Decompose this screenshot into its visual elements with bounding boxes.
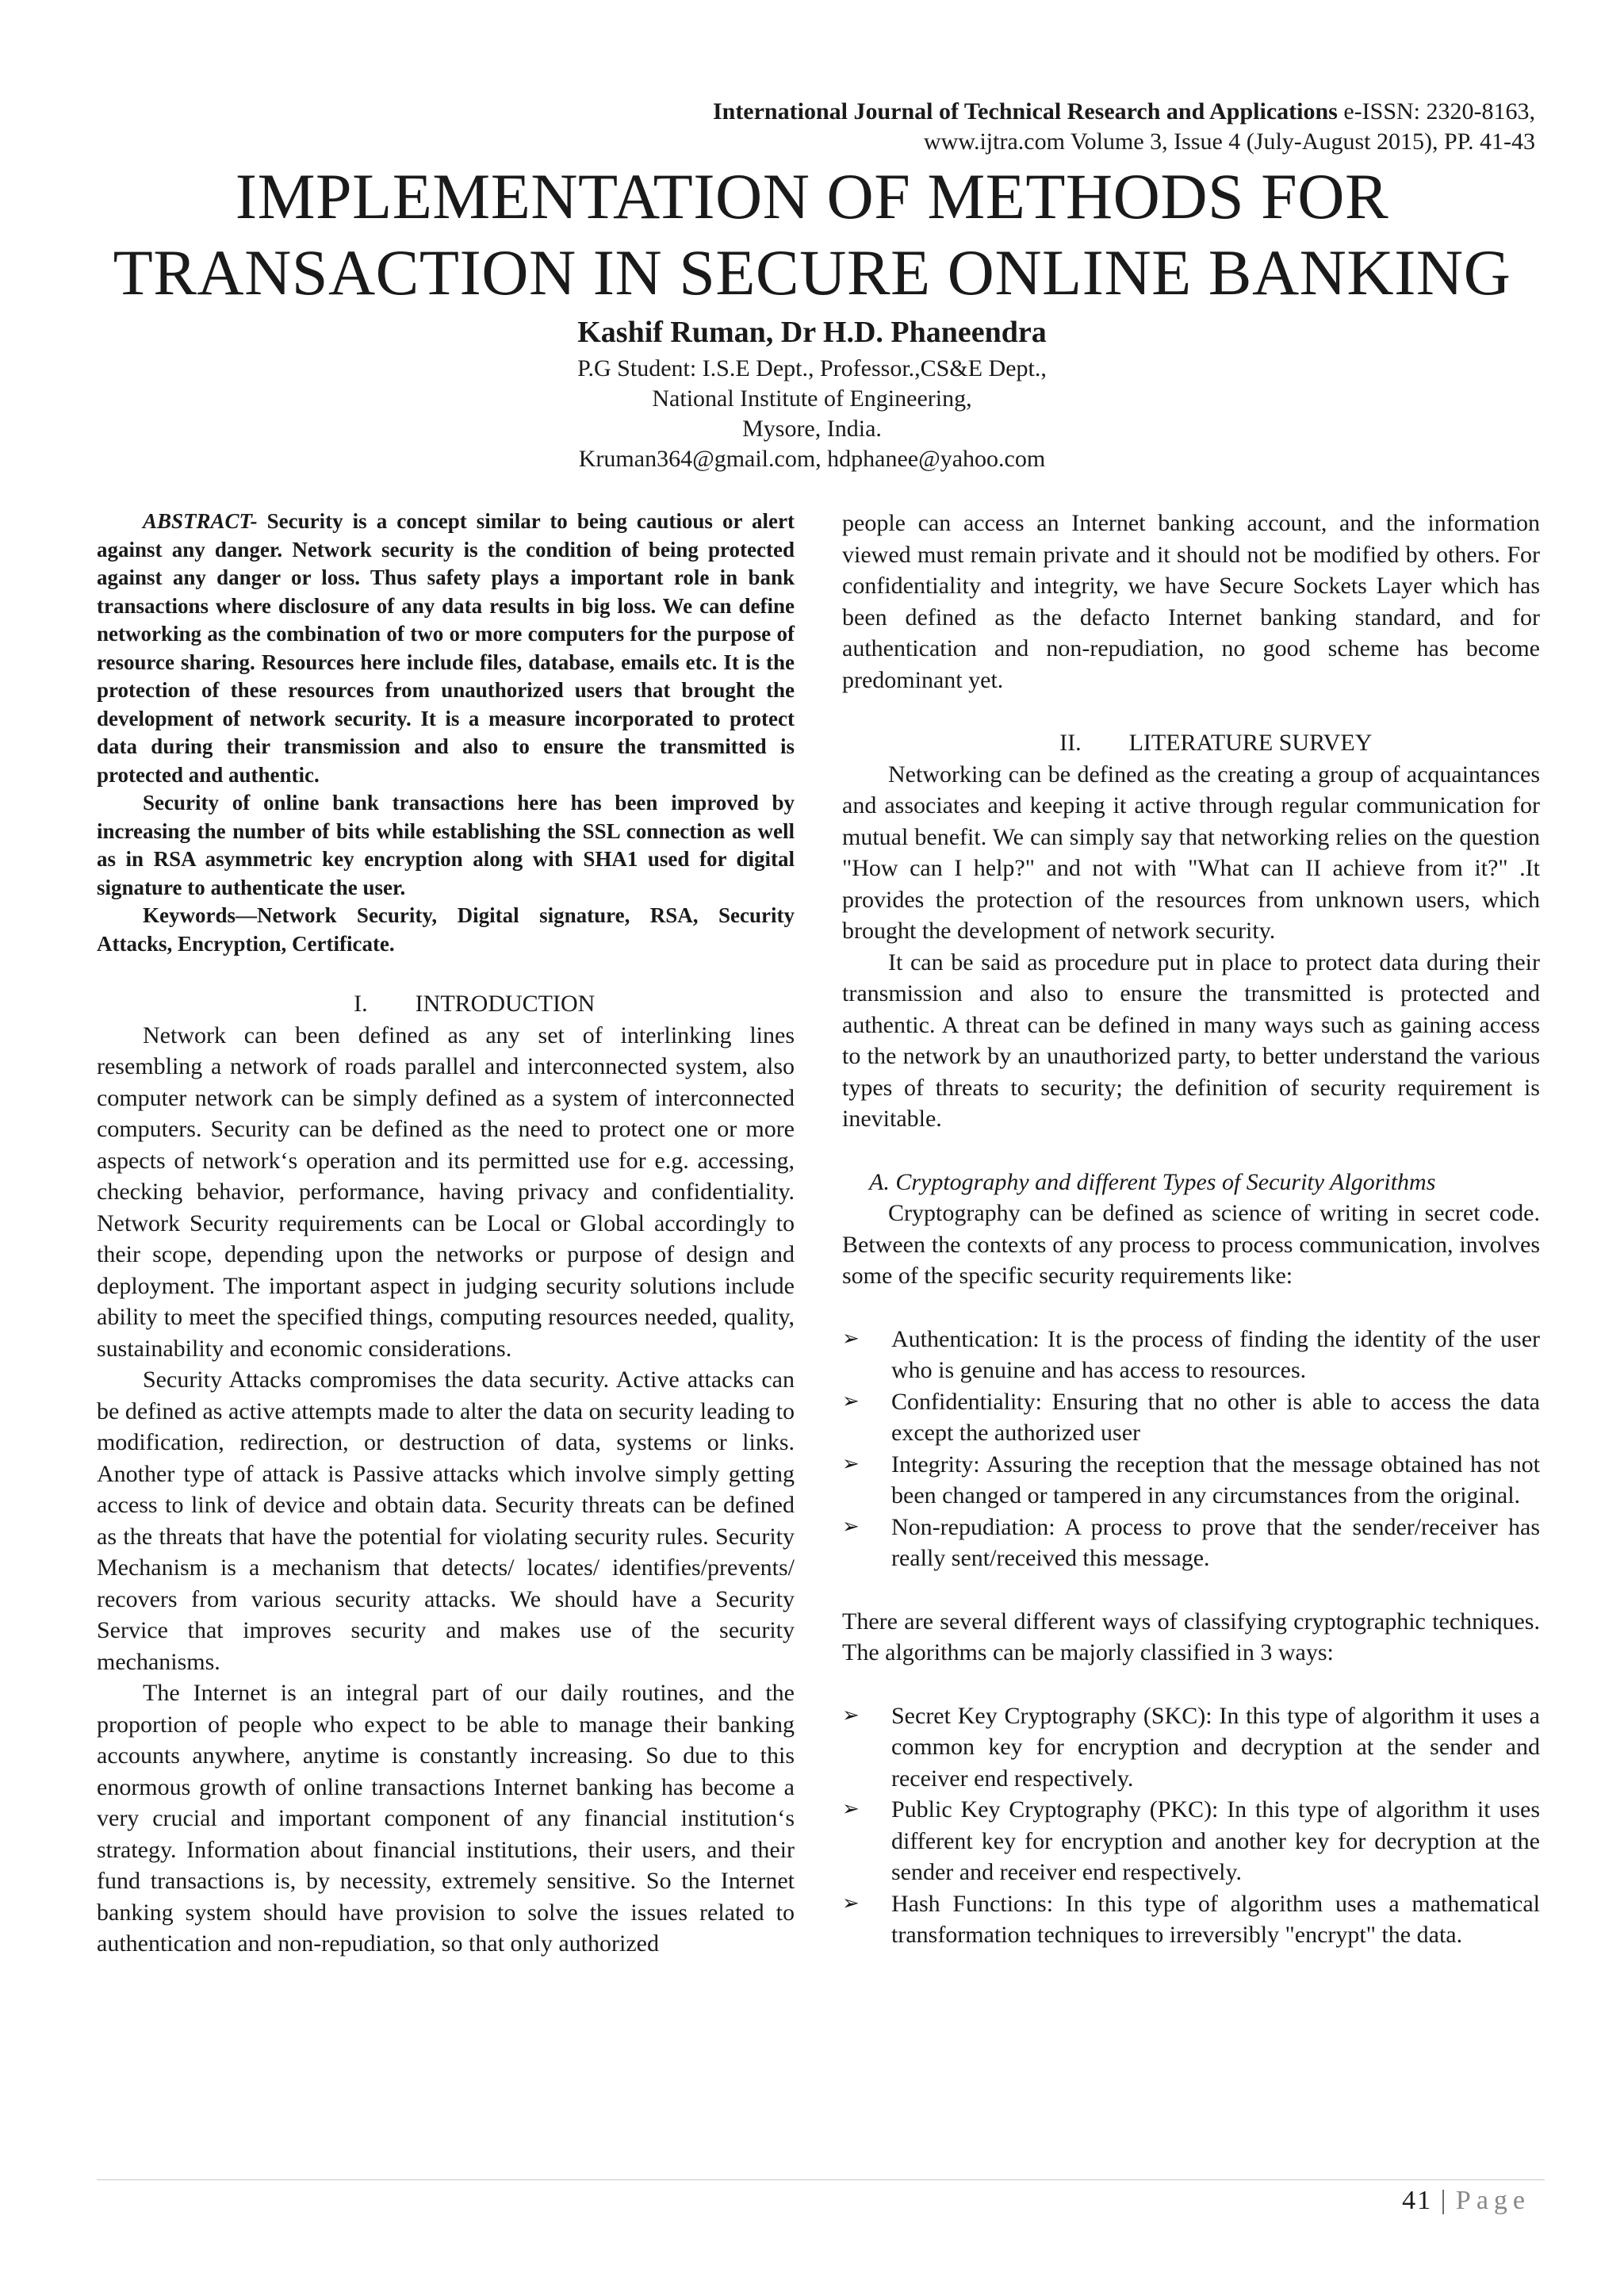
intro-paragraph-1: Network can been defined as any set of interlinking lines resembling a network of roads parallel and interconnected system, also computer network can be simply defined as a system of interconnected computers. Security can be defined as the need to protect one or more aspects of network‘s operation and its permitted use for e.g. accessing, checking behavior, performance, having privacy and confidentiality. Network Security requirements can be Local or Global accordingly to their scope, depending upon the networks or purpose of design and deployment. The important aspect in judging security solutions include ability to meet the specified things, computing resources needed, quality, sustainability and economic considerations. bbox=[97, 1022, 795, 1362]
list-item: ➢ Hash Functions: In this type of algorithm uses a mathematical transformation techniques to irreversibly "encrypt" the data. bbox=[842, 1888, 1540, 1951]
section-title: INTRODUCTION bbox=[415, 991, 596, 1017]
arrow-bullet-icon: ➢ bbox=[842, 1891, 860, 1915]
intro-paragraph-2: Security Attacks compromises the data security. Active attacks can be defined as active attempts made to alter the data on security leading to modification, redirection, or destruction of data, systems or links. Another type of attack is Passive attacks which involve simply getting access to link of device and obtain data. Security threats can be defined as the threats that have the potential for violating security rules. Security Mechanism is a mechanism that detects/ locates/ identifies/prevents/ recovers from various security attacks. We should have a Security Service that improves security and makes use of the security mechanisms. bbox=[97, 1366, 795, 1675]
section-heading-introduction bbox=[97, 988, 795, 1020]
affiliation-line: National Institute of Engineering, bbox=[652, 385, 972, 412]
intro-paragraph-3-continued: people can access an Internet banking account, and the information viewed must remain private and it should not be modified by others. For confidentiality and integrity, we have Secure Sockets Layer which has been defined as the defacto Internet banking standard, and for authentication and non-repudiation, no good scheme has become predominant yet. bbox=[842, 510, 1540, 693]
list-item: ➢ Authentication: It is the process of finding the identity of the user who is genuine and has access to resources. bbox=[842, 1324, 1540, 1386]
crypto-paragraph-1: Cryptography can be defined as science of writing in secret code. Between the contexts of any process to process communication, involves some of the specific security requirements like: bbox=[842, 1200, 1540, 1289]
journal-issn: e-ISSN: 2320-8163, bbox=[1343, 98, 1535, 125]
intro-paragraph-3: The Internet is an integral part of our daily routines, and the proportion of people who expect to be able to manage their banking accounts anywhere, anytime is constantly increasing. So due to this enormous growth of online transactions Internet banking has become a very crucial and important component of any financial institution‘s strategy. Information about financial institutions, their users, and their fund transactions is, by necessity, extremely sensitive. So the Internet banking system should have provision to solve the issues related to authentication and non-repudiation, so that only authorized bbox=[97, 1680, 795, 1957]
abstract bbox=[97, 508, 795, 789]
section-heading-literature-survey bbox=[842, 727, 1540, 759]
right-column bbox=[842, 508, 1540, 1951]
section-number: I. bbox=[354, 991, 368, 1017]
abstract-label: ABSTRACT- bbox=[143, 509, 258, 533]
arrow-bullet-icon: ➢ bbox=[842, 1797, 860, 1821]
algorithm-types-list bbox=[842, 1700, 1540, 1951]
arrow-bullet-icon: ➢ bbox=[842, 1451, 860, 1476]
lit-paragraph-2: It can be said as procedure put in place to protect data during their transmission and also to ensure the transmitted is protected and authentic. A threat can be defined in many ways such as gaining access to the network by an unauthorized party, to better understand the various types of threats to security; the definition of security requirement is inevitable. bbox=[842, 949, 1540, 1132]
journal-header bbox=[713, 97, 1535, 157]
section-title: LITERATURE SURVEY bbox=[1128, 730, 1373, 756]
abstract-paragraph-2: Security of online bank transactions here has been improved by increasing the number of bits while establishing the SSL connection as well as in RSA asymmetric key encryption along with SHA1 used for digital signature to authenticate the user. bbox=[97, 791, 795, 899]
lit-paragraph-1: Networking can be defined as the creating a group of acquaintances and associates and keeping it active through regular communication for mutual benefit. We can simply say that networking relies on the question "How can I help?" and not with "What can II achieve from it?" .It provides the protection of the resources from unknown users, which brought the development of network security. bbox=[842, 761, 1540, 944]
affiliation-line: P.G Student: I.S.E Dept., Professor.,CS&E Dept., bbox=[577, 355, 1047, 381]
list-item: ➢ Confidentiality: Ensuring that no other is able to access the data except the authorized user bbox=[842, 1386, 1540, 1449]
section-number: II. bbox=[1059, 730, 1082, 756]
list-item: ➢ Secret Key Cryptography (SKC): In this type of algorithm it uses a common key for encryption and decryption at the sender and receiver end respectively. bbox=[842, 1700, 1540, 1795]
security-requirements-list bbox=[842, 1324, 1540, 1574]
subsection-heading-cryptography: A. Cryptography and different Types of Security Algorithms bbox=[869, 1168, 1436, 1195]
page-separator: | bbox=[1440, 2186, 1448, 2215]
keywords: Keywords—Network Security, Digital signature, RSA, Security Attacks, Encryption, Certificate. bbox=[97, 903, 795, 956]
title-line-1: IMPLEMENTATION OF METHODS FOR bbox=[235, 160, 1389, 232]
arrow-bullet-icon: ➢ bbox=[842, 1514, 860, 1539]
crypto-paragraph-2: There are several different ways of classifying cryptographic techniques. The algorithms can be majorly classified in 3 ways: bbox=[842, 1608, 1540, 1665]
footer-divider bbox=[97, 2179, 1545, 2180]
page-footer bbox=[1402, 2186, 1530, 2216]
list-item: ➢ Public Key Cryptography (PKC): In this type of algorithm it uses different key for encryption and another key for decryption at the sender and receiver end respectively. bbox=[842, 1794, 1540, 1888]
page-label: Page bbox=[1455, 2186, 1530, 2215]
affiliation bbox=[0, 354, 1624, 474]
arrow-bullet-icon: ➢ bbox=[842, 1326, 860, 1351]
page-number: 41 bbox=[1402, 2186, 1433, 2215]
left-column bbox=[97, 508, 795, 1960]
authors: Kashif Ruman, Dr H.D. Phaneendra bbox=[577, 316, 1047, 349]
journal-name: International Journal of Technical Research and Applications bbox=[712, 98, 1338, 125]
paper-title bbox=[79, 159, 1545, 311]
arrow-bullet-icon: ➢ bbox=[842, 1703, 860, 1727]
arrow-bullet-icon: ➢ bbox=[842, 1389, 860, 1413]
title-line-2: TRANSACTION IN SECURE ONLINE BANKING bbox=[113, 236, 1511, 309]
list-item: ➢ Non-repudiation: A process to prove that the sender/receiver has really sent/received this message. bbox=[842, 1512, 1540, 1574]
journal-volume: www.ijtra.com Volume 3, Issue 4 (July-August 2015), PP. 41-43 bbox=[923, 128, 1535, 155]
list-item: ➢ Integrity: Assuring the reception that the message obtained has not been changed or tampered in any circumstances from the original. bbox=[842, 1449, 1540, 1512]
affiliation-line: Mysore, India. bbox=[742, 416, 882, 442]
abstract-text: Security is a concept similar to being cautious or alert against any danger. Network security is the condition of being protected against any danger or loss. Thus safety plays a important role in bank transactions where disclosure of any data results in big loss. We can define networking as the combination of two or more computers for the purpose of resource sharing. Resources here include files, database, emails etc. It is the protection of these resources from unauthorized users that brought the development of network security. It is a measure incorporated to protect data during their transmission and also to ensure the transmitted is protected and authentic. bbox=[97, 509, 795, 787]
author-emails: Kruman364@gmail.com, hdphanee@yahoo.com bbox=[578, 446, 1046, 472]
